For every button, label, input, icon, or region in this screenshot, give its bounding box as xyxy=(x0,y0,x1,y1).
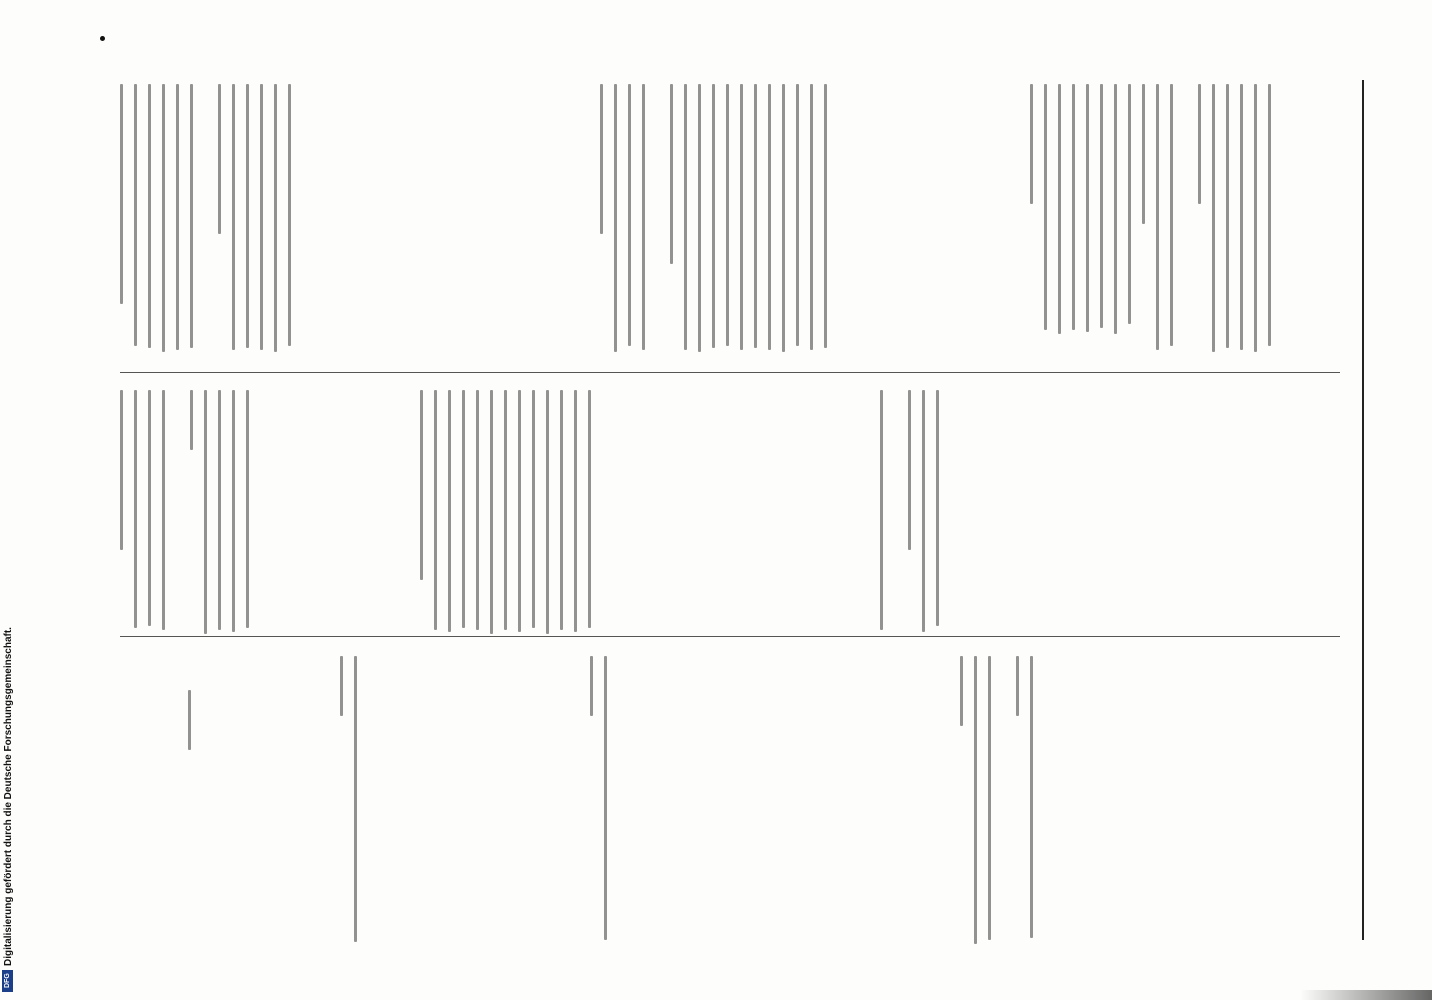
scan-edge-shadow xyxy=(1300,990,1432,1000)
digitization-credit xyxy=(2,6,14,996)
digitization-credit-text: Digitalisierung gefördert durch die Deutsche Forschungsgemeinschaft. xyxy=(3,627,14,966)
ink-dot xyxy=(100,36,105,41)
dfg-logo-icon: DFG xyxy=(2,970,13,992)
header-rule xyxy=(1362,80,1364,940)
middle-column-text-3 xyxy=(120,390,249,640)
middle-column-text-2 xyxy=(420,390,591,640)
middle-column-text-1 xyxy=(880,390,939,640)
left-column-text-2 xyxy=(600,84,827,354)
right-column-text-3 xyxy=(340,656,357,956)
left-column-text-3 xyxy=(120,84,291,354)
right-column-text-1 xyxy=(960,656,1033,956)
column-divider-1 xyxy=(120,372,1340,373)
right-column-text-2 xyxy=(590,656,607,956)
left-column-text-1 xyxy=(1030,84,1271,354)
right-column-text-4 xyxy=(188,690,191,790)
column-divider-2 xyxy=(120,636,1340,637)
